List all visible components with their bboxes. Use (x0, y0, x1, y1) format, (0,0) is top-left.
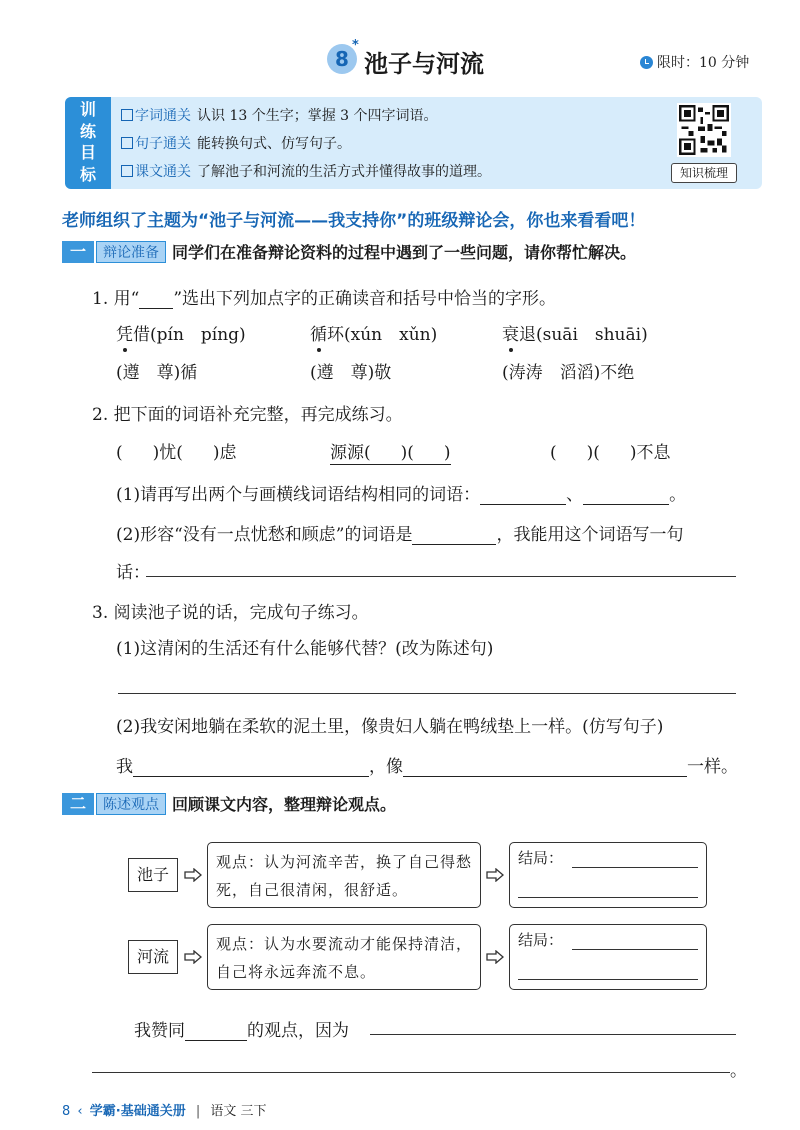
lesson-number-badge: 8 (327, 44, 357, 74)
footer-separator: | (195, 1104, 201, 1119)
pinyin-item (502, 320, 648, 345)
goal-row (121, 133, 351, 153)
answer-line[interactable] (370, 1034, 736, 1035)
answer-line[interactable] (92, 1072, 730, 1073)
section-tag: 辩论准备 (96, 241, 166, 263)
form-choice[interactable]: (涛涛 滔滔)不绝 (502, 363, 635, 383)
goal-text: 能转换句式、仿写句子。 (197, 136, 351, 152)
answer-blank[interactable] (583, 487, 669, 505)
checkbox-icon (121, 165, 133, 177)
answer-blank[interactable] (403, 759, 687, 777)
dotted-char: 衰 (502, 325, 519, 345)
q2-sub2-cont: 话： (116, 563, 150, 583)
word-char: 环 (327, 325, 344, 345)
word-fill-3[interactable] (550, 438, 671, 463)
answer-line[interactable] (572, 949, 698, 950)
pinyin-options[interactable]: (xún xǔn) (344, 325, 438, 345)
pinyin-item (310, 320, 437, 345)
form-choice[interactable]: (遵 尊)敬 (310, 363, 392, 383)
pinyin-item (116, 320, 246, 345)
goals-side-char: 标 (79, 164, 96, 184)
goals-side-char: 目 (79, 143, 96, 162)
section-number: 一 (62, 241, 94, 263)
outcome-box (509, 924, 707, 990)
section-1-header (62, 240, 636, 264)
word-fill-1[interactable] (116, 438, 237, 463)
paren: ( (116, 443, 123, 463)
end-mark: 。 (669, 485, 687, 505)
goal-name: 句子通关 (135, 136, 191, 152)
time-limit-text: 限时：10 分钟 (657, 55, 750, 71)
goals-side-char: 训 (79, 100, 96, 119)
goals-side-char: 练 (79, 121, 96, 141)
word-part: )( (400, 443, 414, 463)
word-part: ) (443, 443, 451, 463)
word-part: 源源( (330, 443, 371, 463)
arrow-right-icon (486, 950, 504, 964)
outcome-label: 结局： (518, 849, 564, 867)
arrow-right-icon (184, 950, 202, 964)
subject-box-pond: 池子 (128, 858, 178, 892)
outcome-label: 结局： (518, 931, 564, 949)
q3-imitation-fill (116, 752, 738, 777)
viewpoint-box: 观点：认为水要流动才能保持清洁，自己将永远奔流不息。 (207, 924, 481, 990)
time-limit (640, 52, 749, 72)
q1-prefix: 1. 用“ (92, 289, 140, 309)
agree-text: 我赞同 (134, 1021, 185, 1041)
form-choice[interactable]: (遵 尊)循 (116, 363, 198, 383)
arrow-right-icon (184, 868, 202, 882)
word-part: )忧( (152, 443, 183, 463)
word-part: )( (586, 443, 600, 463)
outcome-box (509, 842, 707, 908)
fill-text: 一样。 (687, 757, 738, 777)
q2-sub2-text: (2)形容“没有一点忧愁和顾虑”的词语是 (116, 525, 413, 545)
section-tag: 陈述观点 (96, 793, 166, 815)
answer-line[interactable] (518, 897, 698, 898)
answer-blank[interactable] (133, 759, 369, 777)
section-title: 回顾课文内容，整理辩论观点。 (172, 795, 397, 814)
q2-sub1-text: (1)请再写出两个与画横线词语结构相同的词语： (116, 485, 481, 505)
goal-text: 了解池子和河流的生活方式并懂得故事的道理。 (197, 164, 491, 180)
section-title: 同学们在准备辩论资料的过程中遇到了一些问题，请你帮忙解决。 (172, 243, 637, 262)
word-part: )不息 (629, 443, 671, 463)
answer-line[interactable] (572, 867, 698, 868)
fill-text: ，像 (369, 757, 403, 777)
intro-text: 老师组织了主题为“池子与河流——我支持你”的班级辩论会，你也来看看吧！ (62, 211, 646, 231)
subject-grade: 语文 三下 (210, 1104, 267, 1119)
page-footer (62, 1100, 267, 1119)
q2-sub2-text: ，我能用这个词语写一句 (496, 525, 684, 545)
agree-sentence (134, 1016, 349, 1041)
pinyin-options[interactable]: (suāi shuāi) (536, 325, 648, 345)
q2-sub1 (116, 480, 686, 505)
answer-line[interactable] (118, 693, 736, 694)
question-2-stem: 2. 把下面的词语补充完整，再完成练习。 (92, 405, 403, 425)
dotted-char: 凭 (116, 325, 133, 345)
checkbox-icon (121, 137, 133, 149)
end-mark: 。 (730, 1061, 747, 1081)
answer-blank[interactable] (185, 1023, 247, 1041)
word-fill-2-underlined[interactable] (330, 438, 451, 465)
arrow-right-icon (486, 868, 504, 882)
goal-name: 字词通关 (135, 108, 191, 124)
training-goals-box (65, 97, 762, 189)
paren: ( (550, 443, 557, 463)
pinyin-options[interactable]: (pín píng) (150, 325, 246, 345)
word-char: 借 (133, 325, 150, 345)
goal-row (121, 105, 438, 125)
answer-blank[interactable] (480, 487, 566, 505)
clock-icon (640, 56, 653, 69)
qr-label[interactable]: 知识梳理 (671, 163, 737, 183)
fill-text: 我 (116, 757, 133, 777)
goal-name: 课文通关 (135, 164, 191, 180)
q2-sub2 (116, 520, 683, 545)
answer-line[interactable] (518, 979, 698, 980)
q3-sub2: (2)我安闲地躺在柔软的泥土里，像贵妇人躺在鸭绒垫上一样。(仿写句子) (116, 717, 664, 737)
word-char: 退 (519, 325, 536, 345)
viewpoint-box: 观点：认为河流辛苦，换了自己得愁死，自己很清闲，很舒适。 (207, 842, 481, 908)
dotted-char: 循 (310, 325, 327, 345)
answer-blank[interactable] (139, 291, 173, 309)
page-title: 池子与河流 (364, 50, 484, 78)
qr-code-icon[interactable] (677, 103, 731, 157)
subject-box-river: 河流 (128, 940, 178, 974)
section-2-header (62, 792, 396, 816)
checkbox-icon (121, 109, 133, 121)
page-number: 8 (62, 1104, 71, 1119)
goals-side-label (65, 97, 111, 189)
lesson-star-mark: * (352, 38, 359, 53)
separator: 、 (566, 485, 584, 505)
chevron-left-icon: ‹ (77, 1104, 83, 1119)
q1-suffix: ”选出下列加点字的正确读音和括号中恰当的字形。 (173, 289, 557, 309)
question-3-stem: 3. 阅读池子说的话，完成句子练习。 (92, 603, 369, 623)
series-name: 学霸·基础通关册 (89, 1104, 186, 1119)
q3-sub1: (1)这清闲的生活还有什么能够代替？(改为陈述句) (116, 639, 494, 659)
answer-blank[interactable] (412, 527, 496, 545)
word-part: )虑 (212, 443, 237, 463)
goal-row (121, 161, 491, 181)
agree-text: 的观点，因为 (247, 1021, 349, 1041)
question-1-stem (92, 284, 556, 309)
answer-line[interactable] (146, 576, 736, 577)
section-number: 二 (62, 793, 94, 815)
goal-text: 认识 13 个生字；掌握 3 个四字词语。 (197, 108, 438, 124)
